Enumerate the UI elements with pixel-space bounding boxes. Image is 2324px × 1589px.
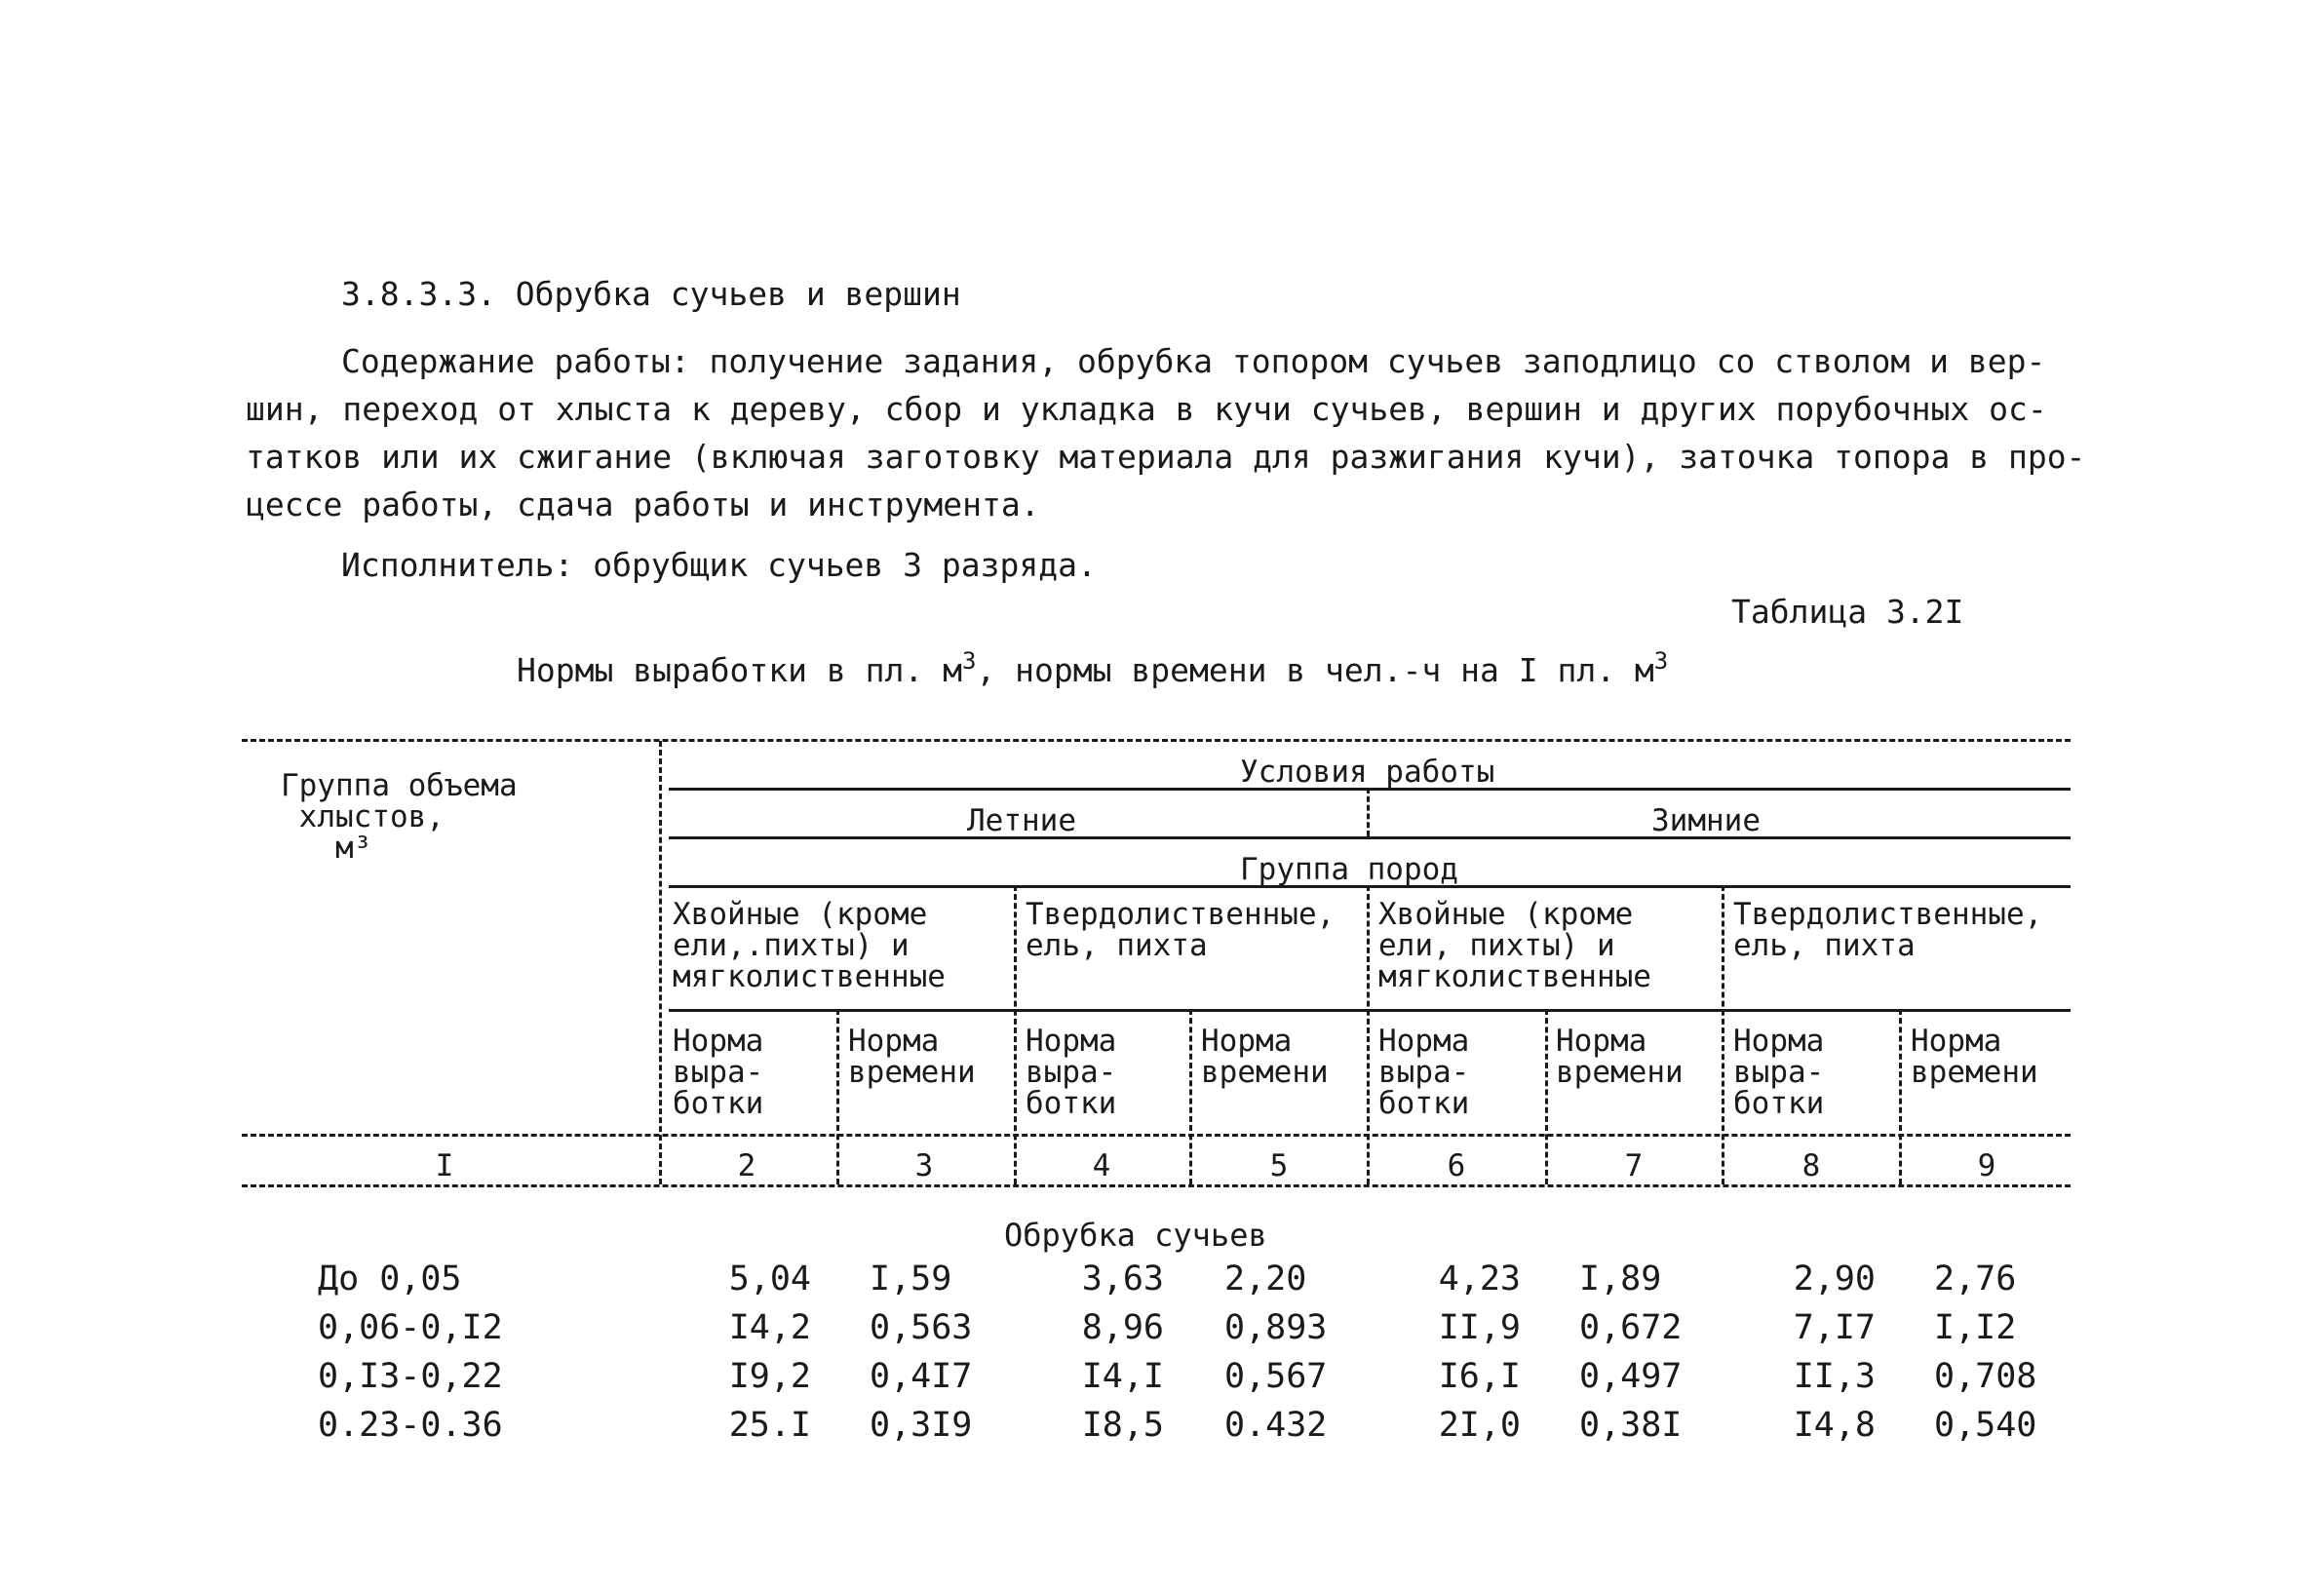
row-group: 0.23-0.36	[318, 1406, 503, 1445]
vrule-col8-9	[1899, 1009, 1902, 1184]
table-caption	[517, 647, 1669, 689]
table-number: Таблица 3.2I	[1731, 593, 1964, 631]
header-time-norm: Норма времени	[1556, 1024, 1684, 1090]
table-cell: 0,708	[1934, 1357, 2037, 1396]
table-cell: 2,20	[1224, 1260, 1307, 1298]
table-cell: I9,2	[728, 1357, 811, 1396]
header-hardwoods-summer: Твердолиственные, ель, пихта	[1026, 897, 1336, 963]
header-work-conditions: Условия работы	[1240, 755, 1495, 790]
column-number: 3	[914, 1148, 934, 1183]
header-output-norm: Норма выра- ботки	[673, 1024, 764, 1121]
table-cell: 0,497	[1579, 1357, 1683, 1396]
vrule-season-split	[1367, 788, 1370, 836]
performer-line: Исполнитель: обрубщик сучьев 3 разряда.	[341, 546, 1097, 584]
header-output-norm: Норма выра- ботки	[1733, 1024, 1825, 1121]
header-species-group: Группа пород	[1240, 852, 1458, 887]
table-cell: 4,23	[1438, 1260, 1521, 1298]
header-hardwoods-winter: Твердолиственные, ель, пихта	[1733, 897, 2043, 963]
header-conifers-winter: Хвойные (кроме ели, пихты) и мягколиственные	[1378, 897, 1651, 994]
table-cell: 0,893	[1224, 1308, 1328, 1347]
vrule-col6-7	[1545, 1009, 1548, 1184]
table-cell: I6,I	[1438, 1357, 1521, 1396]
table-cell: I,I2	[1934, 1308, 2017, 1347]
table-cell: I4,I	[1081, 1357, 1164, 1396]
column-number: 2	[737, 1148, 756, 1183]
table-cell: 0,672	[1579, 1308, 1683, 1347]
sub-heading: Обрубка сучьев	[1004, 1217, 1267, 1254]
column-number: 8	[1801, 1148, 1821, 1183]
work-content-line: цессе работы, сдача работы и инструмента.	[246, 485, 1040, 523]
table-cell: 0,4I7	[870, 1357, 973, 1396]
table-cell: 0,38I	[1579, 1406, 1683, 1445]
table-cell: 8,96	[1081, 1308, 1164, 1347]
table-cell: 0,540	[1934, 1406, 2037, 1445]
rule-under-seasons	[669, 836, 2071, 839]
caption-part2: , нормы времени в чел.-ч на I пл. м	[976, 651, 1654, 689]
column-number: I	[435, 1148, 454, 1183]
table-cell: II,9	[1438, 1308, 1521, 1347]
vrule-after-group	[659, 741, 662, 1184]
vrule-col4-5	[1189, 1009, 1192, 1184]
table-cell: 25.I	[728, 1406, 811, 1445]
header-summer: Летние	[967, 803, 1076, 838]
table-cell: I4,2	[728, 1308, 811, 1347]
table-cell: 5,04	[728, 1260, 811, 1298]
table-cell: 0.432	[1224, 1406, 1328, 1445]
rule-under-column-numbers	[242, 1184, 2071, 1187]
table-cell: 2,90	[1793, 1260, 1876, 1298]
header-output-norm: Норма выра- ботки	[1026, 1024, 1117, 1121]
vrule-col3-4	[1014, 885, 1017, 1184]
work-content-paragraph	[246, 337, 2108, 528]
column-number: 5	[1269, 1148, 1289, 1183]
table-cell: II,3	[1793, 1357, 1876, 1396]
caption-sup2: 3	[1653, 647, 1669, 675]
vrule-col5-6	[1367, 885, 1370, 1184]
table-cell: 2I,0	[1438, 1406, 1521, 1445]
rule-under-headers	[242, 1134, 2071, 1137]
header-time-norm: Норма времени	[1911, 1024, 2038, 1090]
caption-part1: Нормы выработки в пл. м	[517, 651, 962, 689]
table-cell: 2,76	[1934, 1260, 2017, 1298]
column-number: 6	[1447, 1148, 1466, 1183]
vrule-col7-8	[1722, 885, 1724, 1184]
vrule-col2-3	[836, 1009, 839, 1184]
header-winter: Зимние	[1651, 803, 1761, 838]
header-conifers-summer: Хвойные (кроме ели,.пихты) и мягколиственные	[673, 897, 946, 994]
header-time-norm: Норма времени	[848, 1024, 976, 1090]
table-cell: 0,563	[870, 1308, 973, 1347]
rule-under-species	[669, 1009, 2071, 1012]
column-number: 7	[1624, 1148, 1644, 1183]
table-cell: 0,567	[1224, 1357, 1328, 1396]
table-cell: I8,5	[1081, 1406, 1164, 1445]
column-number: 4	[1092, 1148, 1111, 1183]
work-content-line: шин, переход от хлыста к дереву, сбор и укладка в кучи сучьев, вершин и других порубочных ос-	[246, 390, 2047, 428]
table-cell: 7,I7	[1793, 1308, 1876, 1347]
header-output-norm: Норма выра- ботки	[1378, 1024, 1470, 1121]
section-title: 3.8.3.3. Обрубка сучьев и вершин	[341, 275, 961, 313]
table-cell: I,59	[870, 1260, 952, 1298]
table-cell: I,89	[1579, 1260, 1662, 1298]
table-cell: 3,63	[1081, 1260, 1164, 1298]
table-cell: I4,8	[1793, 1406, 1876, 1445]
column-number: 9	[1977, 1148, 1996, 1183]
caption-sup1: 3	[961, 647, 977, 675]
row-group: 0,I3-0,22	[318, 1357, 503, 1396]
work-content-line: татков или их сжигание (включая заготовку материала для разжигания кучи), заточка топора в про-	[246, 438, 2086, 476]
header-time-norm: Норма времени	[1201, 1024, 1329, 1090]
row-group: 0,06-0,I2	[318, 1308, 503, 1347]
table-cell: 0,3I9	[870, 1406, 973, 1445]
work-content-line: Содержание работы: получение задания, обрубка топором сучьев заподлицо со стволом и вер-	[341, 342, 2046, 380]
row-group: До 0,05	[318, 1260, 462, 1298]
header-group-volume: Группа объема хлыстов, м³	[281, 768, 518, 866]
table-top-rule	[242, 739, 2071, 742]
